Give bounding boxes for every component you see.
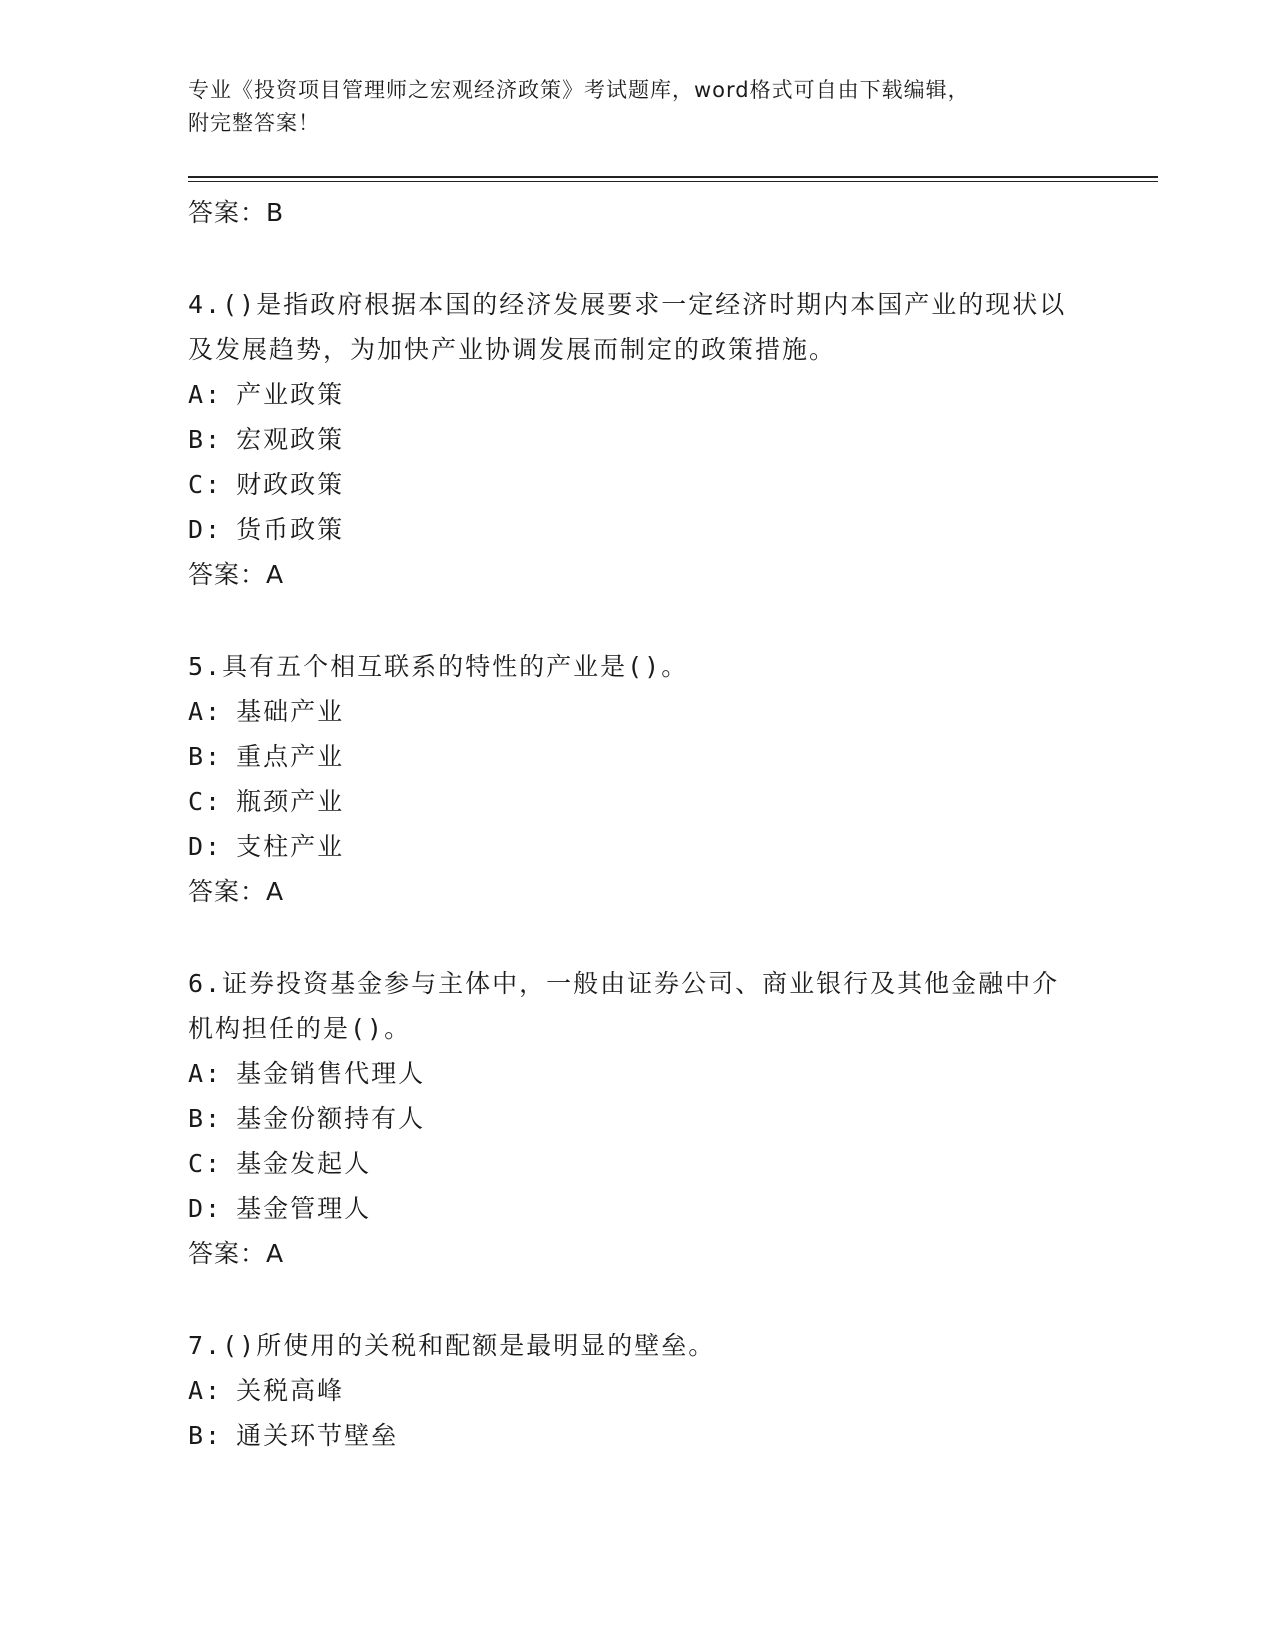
- option-key: D:: [188, 1194, 223, 1223]
- question-text: 5.具有五个相互联系的特性的产业是()。: [188, 652, 689, 681]
- option-text: 货币政策: [236, 515, 345, 544]
- option-b: [188, 417, 1088, 462]
- header-line-1: 专业《投资项目管理师之宏观经济政策》考试题库，word格式可自由下载编辑，: [188, 78, 970, 102]
- option-key: A:: [188, 1059, 223, 1088]
- option-a: [188, 372, 1088, 417]
- option-key: C:: [188, 787, 223, 816]
- option-c: [188, 1141, 1088, 1186]
- option-c: [188, 779, 1088, 824]
- question-5: [188, 644, 1088, 915]
- question-text: 4.()是指政府根据本国的经济发展要求一定经济时期内本国产业的现状以及发展趋势，为加快产业协调发展而制定的政策措施。: [188, 290, 1067, 364]
- option-c: [188, 462, 1088, 507]
- option-text: 财政政策: [236, 470, 345, 499]
- option-text: 基金份额持有人: [236, 1104, 426, 1133]
- answer-line: 答案：A: [188, 877, 285, 906]
- option-key: C:: [188, 1149, 223, 1178]
- option-text: 基础产业: [236, 697, 345, 726]
- option-d: [188, 1186, 1088, 1231]
- option-b: [188, 1096, 1088, 1141]
- answer-line: 答案：A: [188, 560, 285, 589]
- option-key: B:: [188, 425, 223, 454]
- option-a: [188, 1368, 1088, 1413]
- option-key: A:: [188, 697, 223, 726]
- option-d: [188, 824, 1088, 869]
- option-a: [188, 1051, 1088, 1096]
- header-divider-thick: [188, 176, 1158, 178]
- option-b: [188, 1413, 1088, 1458]
- option-text: 基金发起人: [236, 1149, 372, 1178]
- option-text: 基金销售代理人: [236, 1059, 426, 1088]
- option-key: B:: [188, 1104, 223, 1133]
- option-text: 关税高峰: [236, 1376, 345, 1405]
- question-4: [188, 282, 1088, 598]
- option-b: [188, 734, 1088, 779]
- option-key: A:: [188, 1376, 223, 1405]
- option-text: 基金管理人: [236, 1194, 372, 1223]
- option-text: 重点产业: [236, 742, 345, 771]
- option-text: 通关环节壁垒: [236, 1421, 399, 1450]
- option-key: C:: [188, 470, 223, 499]
- question-6: [188, 961, 1088, 1277]
- header-line-2: 附完整答案！: [188, 111, 320, 135]
- option-text: 产业政策: [236, 380, 345, 409]
- document-header: [188, 74, 1068, 140]
- question-7: [188, 1323, 1088, 1458]
- option-text: 宏观政策: [236, 425, 345, 454]
- option-key: B:: [188, 742, 223, 771]
- question-text: 7.()所使用的关税和配额是最明显的壁垒。: [188, 1331, 716, 1360]
- option-text: 瓶颈产业: [236, 787, 345, 816]
- header-divider-thin: [188, 181, 1158, 182]
- document-body: [188, 190, 1088, 1458]
- option-text: 支柱产业: [236, 832, 345, 861]
- option-key: A:: [188, 380, 223, 409]
- question-text: 6.证券投资基金参与主体中，一般由证券公司、商业银行及其他金融中介机构担任的是()。: [188, 969, 1060, 1043]
- option-key: D:: [188, 515, 223, 544]
- option-d: [188, 507, 1088, 552]
- option-a: [188, 689, 1088, 734]
- answer-line: 答案：A: [188, 1239, 285, 1268]
- option-key: D:: [188, 832, 223, 861]
- answer-line-q3: 答案：B: [188, 198, 285, 227]
- option-key: B:: [188, 1421, 223, 1450]
